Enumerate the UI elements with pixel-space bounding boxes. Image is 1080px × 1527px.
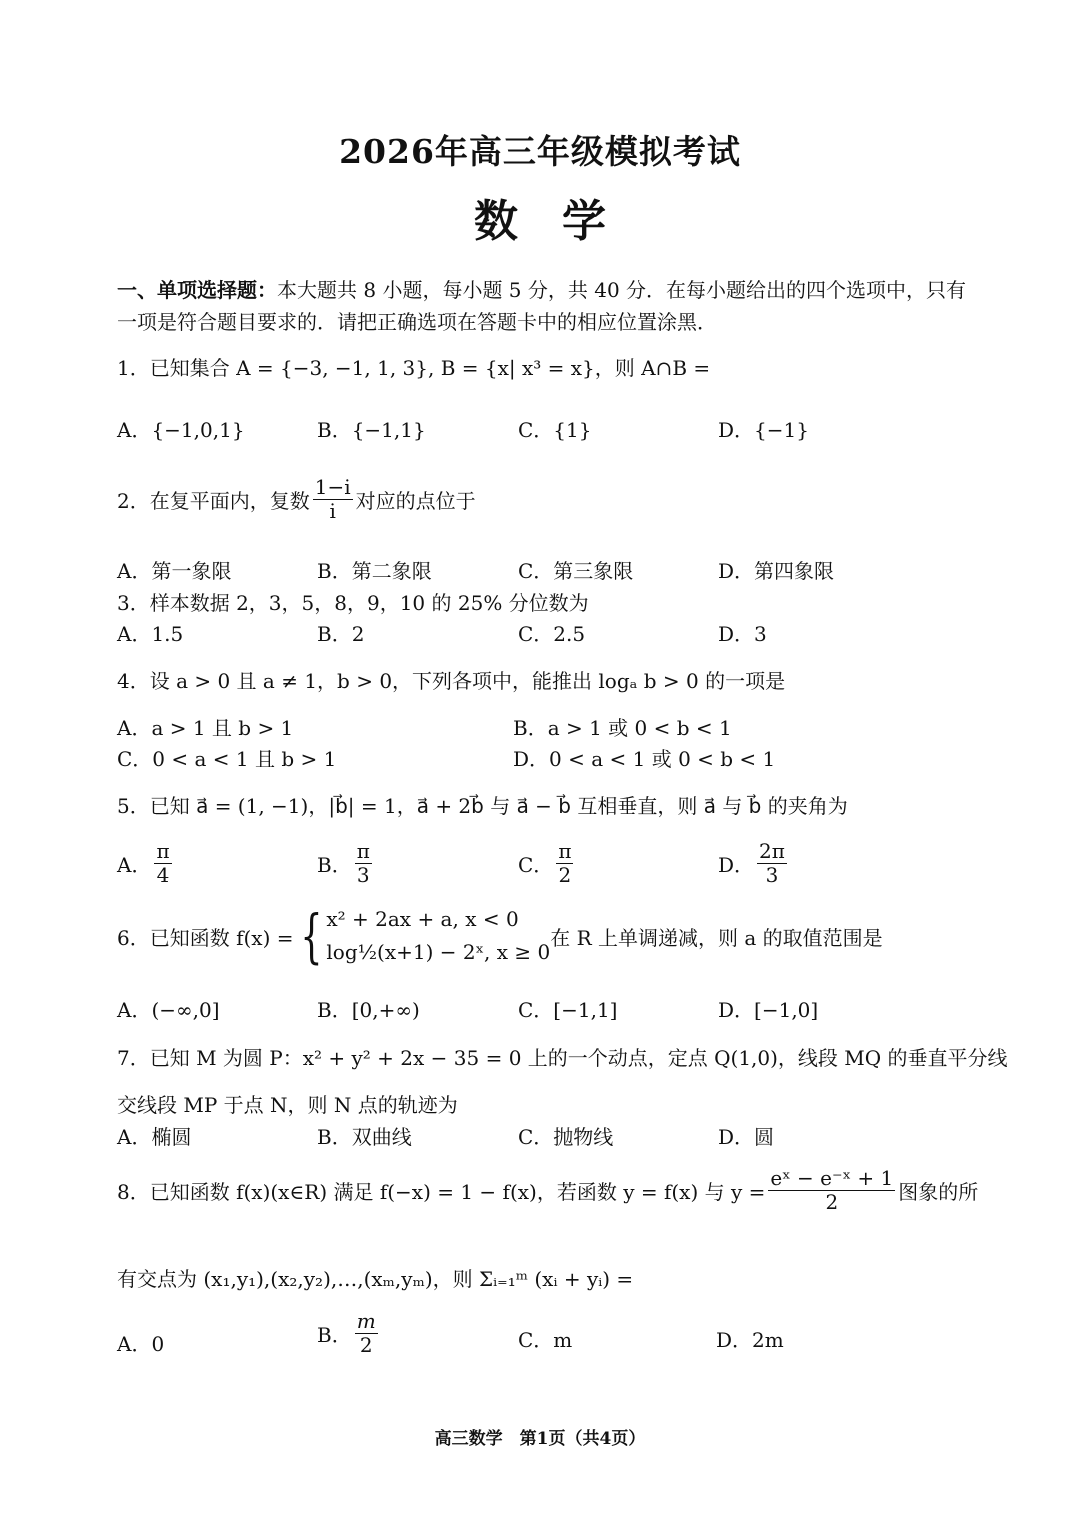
subject-title: 数学 (474, 196, 650, 247)
q8-option-b-label: B． (317, 1323, 352, 1347)
q5-option-c-num: π (558, 839, 572, 863)
q2-fraction-numerator: 1−i (314, 475, 351, 499)
q7-option-a[interactable]: A．椭圆 (117, 1125, 192, 1149)
q8-stem-pre: 8．已知函数 f(x)(x∈R) 满足 f(−x) = 1 − f(x)，若函数 y = f(x) 与 y = (117, 1180, 766, 1204)
q8-fraction (768, 1167, 895, 1214)
q6-option-b[interactable]: B．[0,+∞) (317, 998, 420, 1022)
q8-option-b-den: 2 (359, 1333, 373, 1357)
q4-option-c[interactable]: C．0 < a < 1 且 b > 1 (117, 747, 337, 771)
question-7-stem-line-1: 7．已知 M 为圆 P：x² + y² + 2x − 35 = 0 上的一个动点，定点 Q(1,0)，线段 MQ 的垂直平分线 (117, 1046, 1008, 1070)
q8-fraction-numerator: eˣ − e⁻ˣ + 1 (770, 1166, 894, 1190)
question-5-stem: 5．已知 a⃗ = (1, −1)，|b⃗| = 1，a⃗ + 2b⃗ 与 a⃗ − b⃗ 互相垂直，则 a⃗ 与 b⃗ 的夹角为 (117, 794, 848, 818)
q5-option-b[interactable] (317, 840, 375, 887)
page-footer: 高三数学 第1页（共4页） (434, 1429, 646, 1449)
q8-stem-post: 图象的所 (898, 1180, 979, 1204)
q5-option-b-label: B． (317, 853, 352, 877)
q3-option-c[interactable]: C．2.5 (518, 622, 586, 646)
q7-option-d[interactable]: D．圆 (718, 1125, 775, 1149)
q1-option-d[interactable]: D．{−1} (718, 418, 809, 442)
q5-option-d-label: D． (718, 853, 755, 877)
q6-option-a[interactable]: A．(−∞,0] (117, 998, 220, 1022)
q5-option-c[interactable] (518, 840, 576, 887)
q6-case-1: x² + 2ax + a, x < 0 (326, 907, 519, 931)
q2-option-a[interactable]: A．第一象限 (117, 559, 232, 583)
q2-option-c[interactable]: C．第三象限 (518, 559, 634, 583)
section-intro-line-2: 一项是符合题目要求的．请把正确选项在答题卡中的相应位置涂黑． (117, 310, 717, 334)
q8-option-b-num: m (356, 1309, 376, 1333)
q4-option-b[interactable]: B．a > 1 或 0 < b < 1 (513, 716, 732, 740)
q3-option-b[interactable]: B．2 (317, 622, 365, 646)
exam-title: 2026年高三年级模拟考试 (339, 132, 741, 171)
q2-option-b[interactable]: B．第二象限 (317, 559, 432, 583)
q5-option-b-num: π (356, 839, 370, 863)
question-8-stem-line-1 (117, 1167, 978, 1214)
question-8-stem-line-2: 有交点为 (x₁,y₁),(x₂,y₂),…,(xₘ,yₘ)，则 Σᵢ₌₁ᵐ (xᵢ + yᵢ) = (117, 1267, 634, 1291)
q5-option-a[interactable] (117, 840, 175, 887)
q6-option-d[interactable]: D．[−1,0] (718, 998, 819, 1022)
question-7-stem-line-2: 交线段 MP 于点 N，则 N 点的轨迹为 (117, 1093, 458, 1117)
question-2-stem (117, 476, 476, 523)
q4-option-a[interactable]: A．a > 1 且 b > 1 (117, 716, 294, 740)
q3-option-a[interactable]: A．1.5 (117, 622, 184, 646)
q1-option-b[interactable]: B．{−1,1} (317, 418, 426, 442)
q3-option-d[interactable]: D．3 (718, 622, 767, 646)
q4-option-d[interactable]: D．0 < a < 1 或 0 < b < 1 (513, 747, 776, 771)
question-6-stem (117, 903, 883, 969)
section-intro-text: 本大题共 8 小题，每小题 5 分，共 40 分．在每小题给出的四个选项中，只有 (277, 278, 967, 302)
section-heading: 一、单项选择题： (117, 278, 277, 302)
q2-option-d[interactable]: D．第四象限 (718, 559, 835, 583)
q1-option-a[interactable]: A．{−1,0,1} (117, 418, 245, 442)
q5-option-a-num: π (156, 839, 170, 863)
q6-stem-post: 在 R 上单调递减，则 a 的取值范围是 (550, 925, 883, 950)
q5-option-d-num: 2π (759, 839, 785, 863)
q6-option-c[interactable]: C．[−1,1] (518, 998, 618, 1022)
q7-option-b[interactable]: B．双曲线 (317, 1125, 412, 1149)
section-intro-line-1 (117, 274, 966, 303)
question-3-stem: 3．样本数据 2，3，5，8，9，10 的 25% 分位数为 (117, 591, 589, 615)
q8-option-a[interactable]: A．0 (117, 1332, 165, 1356)
q5-option-d[interactable] (718, 840, 790, 887)
q2-stem-pre: 2．在复平面内，复数 (117, 489, 310, 513)
q7-option-c[interactable]: C．抛物线 (518, 1125, 614, 1149)
question-1-stem: 1．已知集合 A = {−3, −1, 1, 3}, B = {x| x³ = x}，则 A∩B = (117, 356, 711, 380)
q5-option-c-den: 2 (558, 863, 572, 887)
q8-option-c[interactable]: C．m (518, 1328, 573, 1352)
q8-option-b[interactable] (317, 1310, 381, 1357)
q1-option-c[interactable]: C．{1} (518, 418, 592, 442)
left-brace-icon: { (300, 902, 324, 970)
q8-fraction-denominator: 2 (825, 1190, 839, 1214)
q5-option-d-den: 3 (765, 863, 779, 887)
question-4-stem: 4．设 a > 0 且 a ≠ 1，b > 0，下列各项中，能推出 logₐ b > 0 的一项是 (117, 669, 786, 693)
q5-option-c-label: C． (518, 853, 554, 877)
q6-piecewise (293, 903, 550, 969)
q5-option-a-label: A． (117, 853, 152, 877)
q2-fraction (313, 476, 353, 523)
q6-case-2: log½(x+1) − 2ˣ, x ≥ 0 (326, 940, 551, 964)
q2-fraction-denominator: i (329, 499, 336, 523)
q5-option-b-den: 3 (356, 863, 370, 887)
q6-stem-pre: 6．已知函数 f(x) = (117, 925, 294, 950)
q8-option-d[interactable]: D．2m (716, 1328, 784, 1352)
q2-stem-post: 对应的点位于 (355, 489, 476, 513)
q5-option-a-den: 4 (156, 863, 170, 887)
